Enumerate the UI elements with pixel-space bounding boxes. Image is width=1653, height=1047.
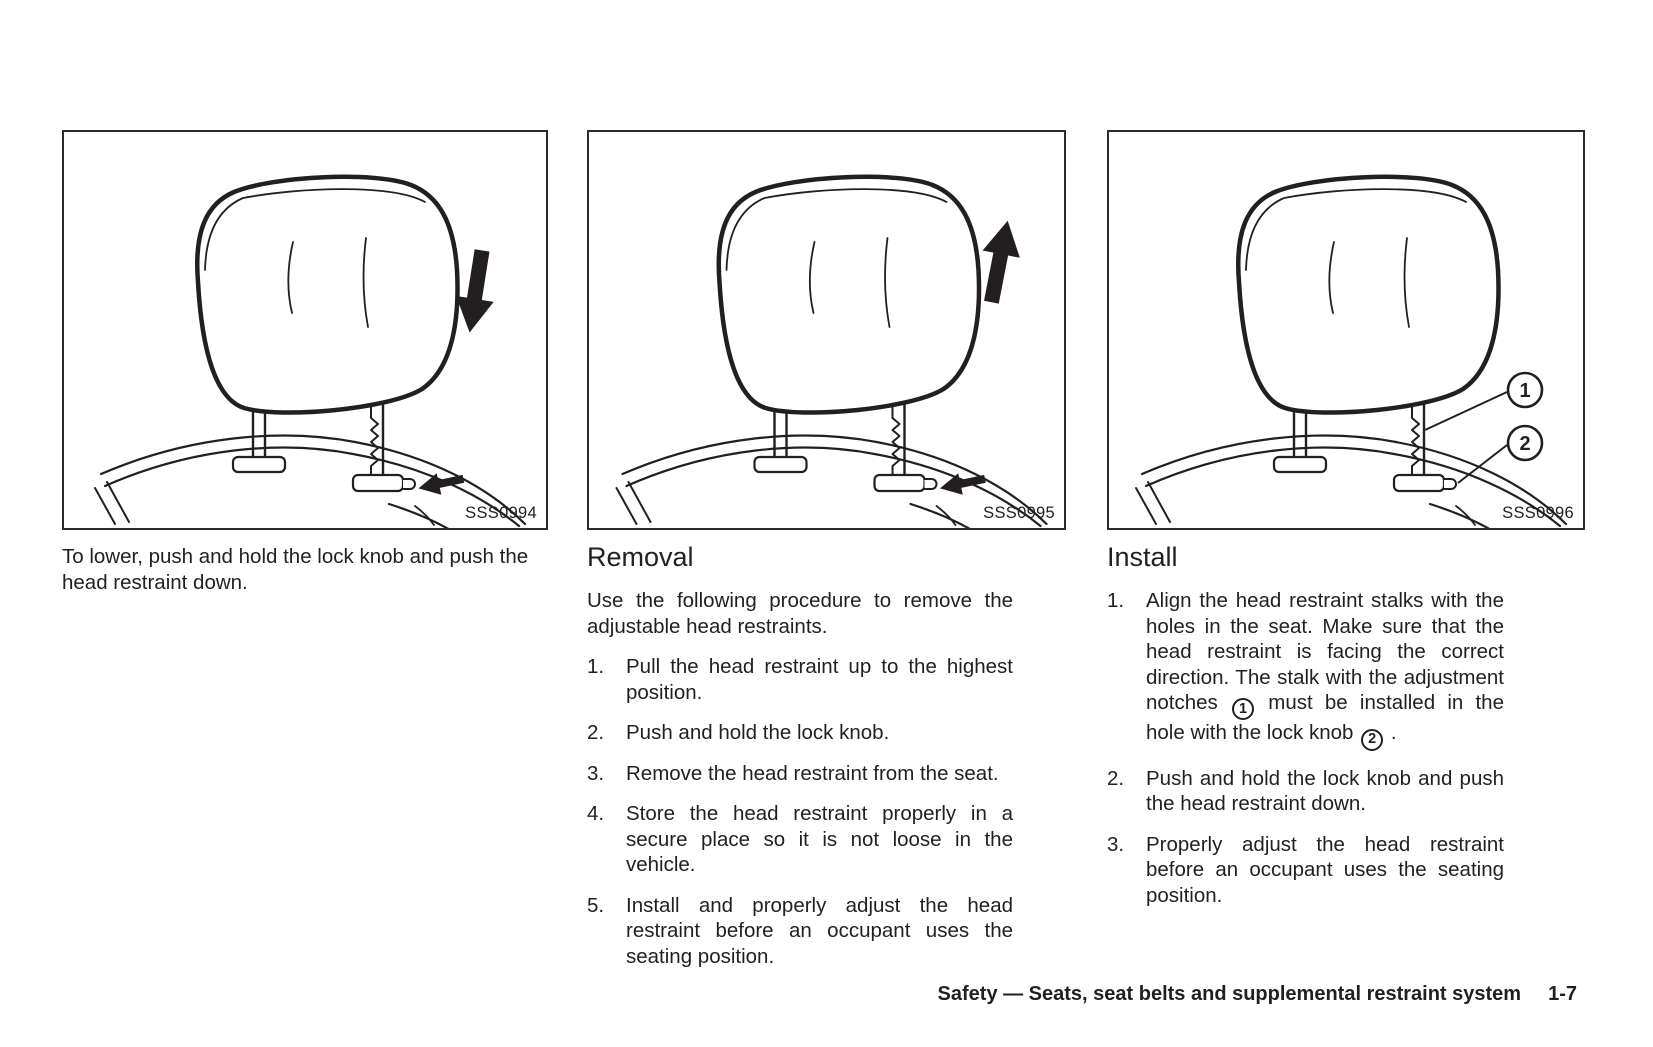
step-number: 5. bbox=[587, 893, 605, 917]
step-text: Remove the head restraint from the seat. bbox=[626, 761, 999, 785]
step-text: Install and properly adjust the head restraint before an occupant uses the seating position. bbox=[626, 893, 1013, 968]
removal-step-3 bbox=[587, 761, 1013, 787]
removal-step-1 bbox=[587, 654, 1013, 705]
step-text bbox=[1146, 588, 1504, 751]
figure-box-install bbox=[1107, 130, 1585, 530]
headrest-removal-illustration bbox=[589, 132, 1064, 528]
footer-chapter-title: Safety — Seats, seat belts and supplemental restraint system bbox=[937, 983, 1522, 1005]
figure-label: SSS0996 bbox=[1502, 504, 1574, 522]
page-footer bbox=[938, 983, 1577, 1006]
step-text: Pull the head restraint up to the highest position. bbox=[626, 655, 1013, 704]
removal-step-2 bbox=[587, 720, 1013, 746]
column-install bbox=[1107, 130, 1585, 908]
step-text: Push and hold the lock knob. bbox=[626, 721, 890, 744]
step-number: 1. bbox=[587, 655, 605, 678]
headrest-install-illustration bbox=[1109, 132, 1583, 528]
step-number: 2. bbox=[587, 721, 605, 744]
step-text-part: must be installed in the hole with the lock knob bbox=[1146, 691, 1504, 745]
step-text: Properly adjust the head restraint before an occupant uses the seating position. bbox=[1146, 832, 1504, 907]
removal-intro: Use the following procedure to remove the adjustable head restraints. bbox=[587, 589, 1013, 638]
step-number: 4. bbox=[587, 802, 605, 825]
footer-page-number: 1-7 bbox=[1548, 983, 1577, 1005]
callout-2-number: 2 bbox=[1519, 433, 1531, 455]
step-text-part: Align the head restraint stalks with the holes in the seat. Make sure that the head restraint is facing the correct direction. The stalk with the adjustment notches bbox=[1146, 589, 1504, 714]
inline-callout-1-badge: 1 bbox=[1232, 698, 1254, 720]
step-text: Store the head restraint properly in a secure place so it is not loose in the vehicle. bbox=[626, 802, 1013, 876]
step-text-part: . bbox=[1390, 721, 1397, 745]
removal-step-5 bbox=[587, 893, 1013, 970]
step-number: 2. bbox=[1107, 766, 1125, 790]
headrest-lower-illustration bbox=[64, 132, 546, 528]
lower-caption: To lower, push and hold the lock knob and push the head restraint down. bbox=[62, 545, 529, 594]
callout-1-number: 1 bbox=[1519, 380, 1531, 402]
install-step-1 bbox=[1107, 588, 1504, 751]
figure-box-removal bbox=[587, 130, 1066, 530]
step-text: Push and hold the lock knob and push the head restraint down. bbox=[1146, 766, 1504, 815]
removal-step-4 bbox=[587, 801, 1013, 878]
column-removal bbox=[587, 130, 1066, 969]
install-step-2 bbox=[1107, 766, 1504, 817]
figure-box-lower bbox=[62, 130, 548, 530]
figure-label: SSS0995 bbox=[983, 504, 1055, 522]
install-heading: Install bbox=[1107, 542, 1178, 572]
step-number: 3. bbox=[1107, 832, 1125, 856]
step-number: 1. bbox=[1107, 589, 1125, 612]
column-lower bbox=[62, 130, 548, 595]
removal-heading: Removal bbox=[587, 542, 694, 572]
inline-callout-2-badge: 2 bbox=[1361, 729, 1383, 751]
step-number: 3. bbox=[587, 761, 605, 785]
install-step-3 bbox=[1107, 832, 1504, 909]
figure-label: SSS0994 bbox=[465, 504, 537, 522]
